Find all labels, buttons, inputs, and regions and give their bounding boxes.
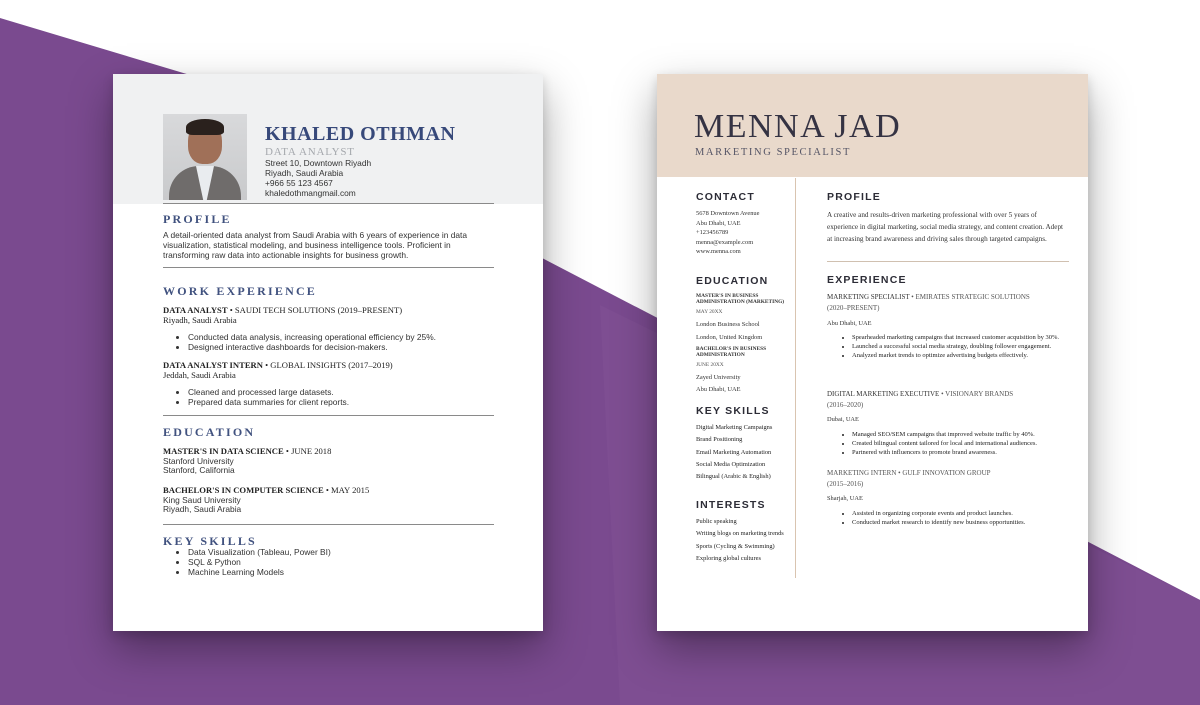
list-item: Exploring global cultures [696,554,761,562]
bullet-separator: • [939,390,946,398]
list-item: Public speaking [696,518,737,525]
school: King Saud University [163,494,241,505]
school: Stanford University [163,455,234,466]
job-location: Dubai, UAE [827,416,859,423]
list-item: • Created bilingual content tailored for local and international audiences. [852,439,1069,448]
candidate-role: DATA ANALYST [265,146,355,158]
contact-address: Street 10, Downtown Riyadh [265,158,372,168]
job-title: MARKETING INTERN [827,469,897,477]
interests-heading: INTERESTS [696,499,766,511]
degree: BACHELOR'S IN COMPUTER SCIENCE [163,485,324,495]
job-company: VISIONARY BRANDS [945,390,1014,398]
job-company: GULF INNOVATION GROUP [902,469,991,477]
list-item: • Conducted data analysis, increasing operational efficiency by 25%. [188,333,436,343]
education-heading: EDUCATION [696,275,769,287]
degree-date: MAY 2015 [331,485,370,495]
bullet-separator: • [909,293,916,301]
contact-city: Abu Dhabi, UAE [696,219,741,227]
job-entry [827,292,1030,313]
list-item: • Prepared data summaries for client reports. [188,398,349,408]
list-item: • Spearheaded marketing campaigns that increased customer acquisition by 30%. [852,333,1069,342]
job-title: DATA ANALYST INTERN [163,360,263,370]
profile-photo [163,114,247,200]
education-heading: EDUCATION [163,425,256,439]
candidate-name: KHALED OTHMAN [265,123,456,145]
job-bullets [827,509,1069,527]
candidate-role: MARKETING SPECIALIST [695,147,851,158]
section-divider [163,203,494,204]
resume-menna [657,74,1088,631]
job-title: MARKETING SPECIALIST [827,293,910,301]
contact-city: Riyadh, Saudi Arabia [265,168,344,178]
contact-website: www.menna.com [696,248,741,256]
skills-list [163,548,331,577]
list-item: • Managed SEO/SEM campaigns that improved website traffic by 40%. [852,430,1069,439]
job-dates: (2020–PRESENT) [827,303,880,312]
job-bullets [163,388,349,408]
degree-date: JUNE 20XX [696,362,724,368]
degree: MASTER'S IN DATA SCIENCE [163,446,284,456]
list-item: • Analyzed market trends to optimize advertising budgets effectively. [852,351,1069,360]
job-dates: (2015–2016) [827,479,864,488]
job-location: Sharjah, UAE [827,495,863,502]
job-dates: (2016–2020) [827,400,864,409]
contact-email: khaledothmangmail.com [265,188,356,198]
list-item: • SQL & Python [188,558,331,568]
degree: BACHELOR'S IN BUSINESS ADMINISTRATION [696,346,767,359]
job-company: GLOBAL INSIGHTS (2017–2019) [270,360,393,370]
list-item: • Cleaned and processed large datasets. [188,388,349,398]
profile-heading: PROFILE [827,191,881,203]
contact-address: 5678 Downtown Avenue [696,210,760,217]
list-item: • Launched a successful social media strategy, doubling follower engagement. [852,342,1069,351]
list-item: • Assisted in organizing corporate events and product launches. [852,509,1069,518]
contact-block [696,209,759,257]
school-location: Abu Dhabi, UAE [696,386,741,393]
list-item: • Designed interactive dashboards for decision-makers. [188,343,436,353]
job-location: Jeddah, Saudi Arabia [163,369,236,380]
section-divider [163,267,494,268]
school: London Business School [696,321,760,328]
list-item: • Partnered with influencers to promote brand awareness. [852,448,1069,457]
job-company: SAUDI TECH SOLUTIONS (2019–PRESENT) [234,305,403,315]
job-title: DIGITAL MARKETING EXECUTIVE [827,390,940,398]
bullet-separator: • [283,446,292,456]
work-heading: WORK EXPERIENCE [163,284,318,298]
school-location: London, United Kingdom [696,334,763,341]
school: Zayed University [696,374,741,381]
list-item: • Conducted market research to identify new business opportunities. [852,518,1069,527]
skills-heading: KEY SKILLS [163,534,257,548]
job-entry [827,468,991,489]
school-location: Stanford, California [163,465,235,476]
contact-phone: +966 55 123 4567 [265,178,333,188]
contact-phone: +123456789 [696,229,729,237]
job-title: DATA ANALYST [163,305,228,315]
column-divider [795,178,796,578]
job-entry [163,361,393,380]
job-bullets [163,333,436,353]
job-bullets [827,333,1069,360]
list-item: Brand Positioning [696,436,743,444]
job-company: EMIRATES STRATEGIC SOLUTIONS [915,293,1030,301]
job-location: Riyadh, Saudi Arabia [163,314,237,325]
interests-list [696,516,784,565]
list-item: Sports (Cycling & Swimming) [696,542,775,550]
profile-text: A detail-oriented data analyst from Saudi Arabia with 6 years of experience in data visualization, statistical modeling, and business intelligence tools. Proficient in transforming raw data into actionable insights for business growth. [163,230,468,260]
bullet-separator: • [323,485,331,495]
experience-heading: EXPERIENCE [827,274,907,286]
school-location: Riyadh, Saudi Arabia [163,504,242,515]
degree-date: MAY 20XX [696,309,723,315]
section-divider [163,415,494,416]
job-entry [163,306,402,325]
list-item: • Data Visualization (Tableau, Power BI) [188,548,331,558]
list-item: Digital Marketing Campaigns [696,424,773,431]
list-item: Social Media Optimization [696,460,766,468]
bullet-separator: • [262,360,271,370]
bullet-separator: • [896,469,903,477]
list-item: Writing blogs on marketing trends [696,530,784,538]
list-item: Email Marketing Automation [696,448,772,456]
skills-list [696,422,772,483]
degree-date: JUNE 2018 [291,446,332,456]
job-bullets [827,430,1069,457]
bullet-separator: • [227,305,235,315]
section-divider [827,261,1069,262]
job-entry [827,389,1013,410]
list-item: Bilingual (Arabic & English) [696,473,771,481]
job-location: Abu Dhabi, UAE [827,320,872,327]
contact-heading: CONTACT [696,191,755,203]
degree: MASTER'S IN BUSINESS ADMINISTRATION (MARKETING) [696,293,785,306]
section-divider [163,524,494,525]
list-item: • Machine Learning Models [188,568,331,578]
resume-khaled [113,74,543,631]
profile-heading: PROFILE [163,212,232,226]
candidate-name: MENNA JAD [694,108,902,145]
contact-block [265,158,371,198]
education-entry [163,447,331,476]
contact-email: menna@example.com [696,238,754,246]
profile-text: A creative and results-driven marketing professional with over 5 years of experience in digital marketing, social media strategy, and content creation. Adept at increasing brand awareness and driving sales through targeted campaigns. [827,211,1064,243]
skills-heading: KEY SKILLS [696,405,770,417]
education-entry [163,486,369,515]
